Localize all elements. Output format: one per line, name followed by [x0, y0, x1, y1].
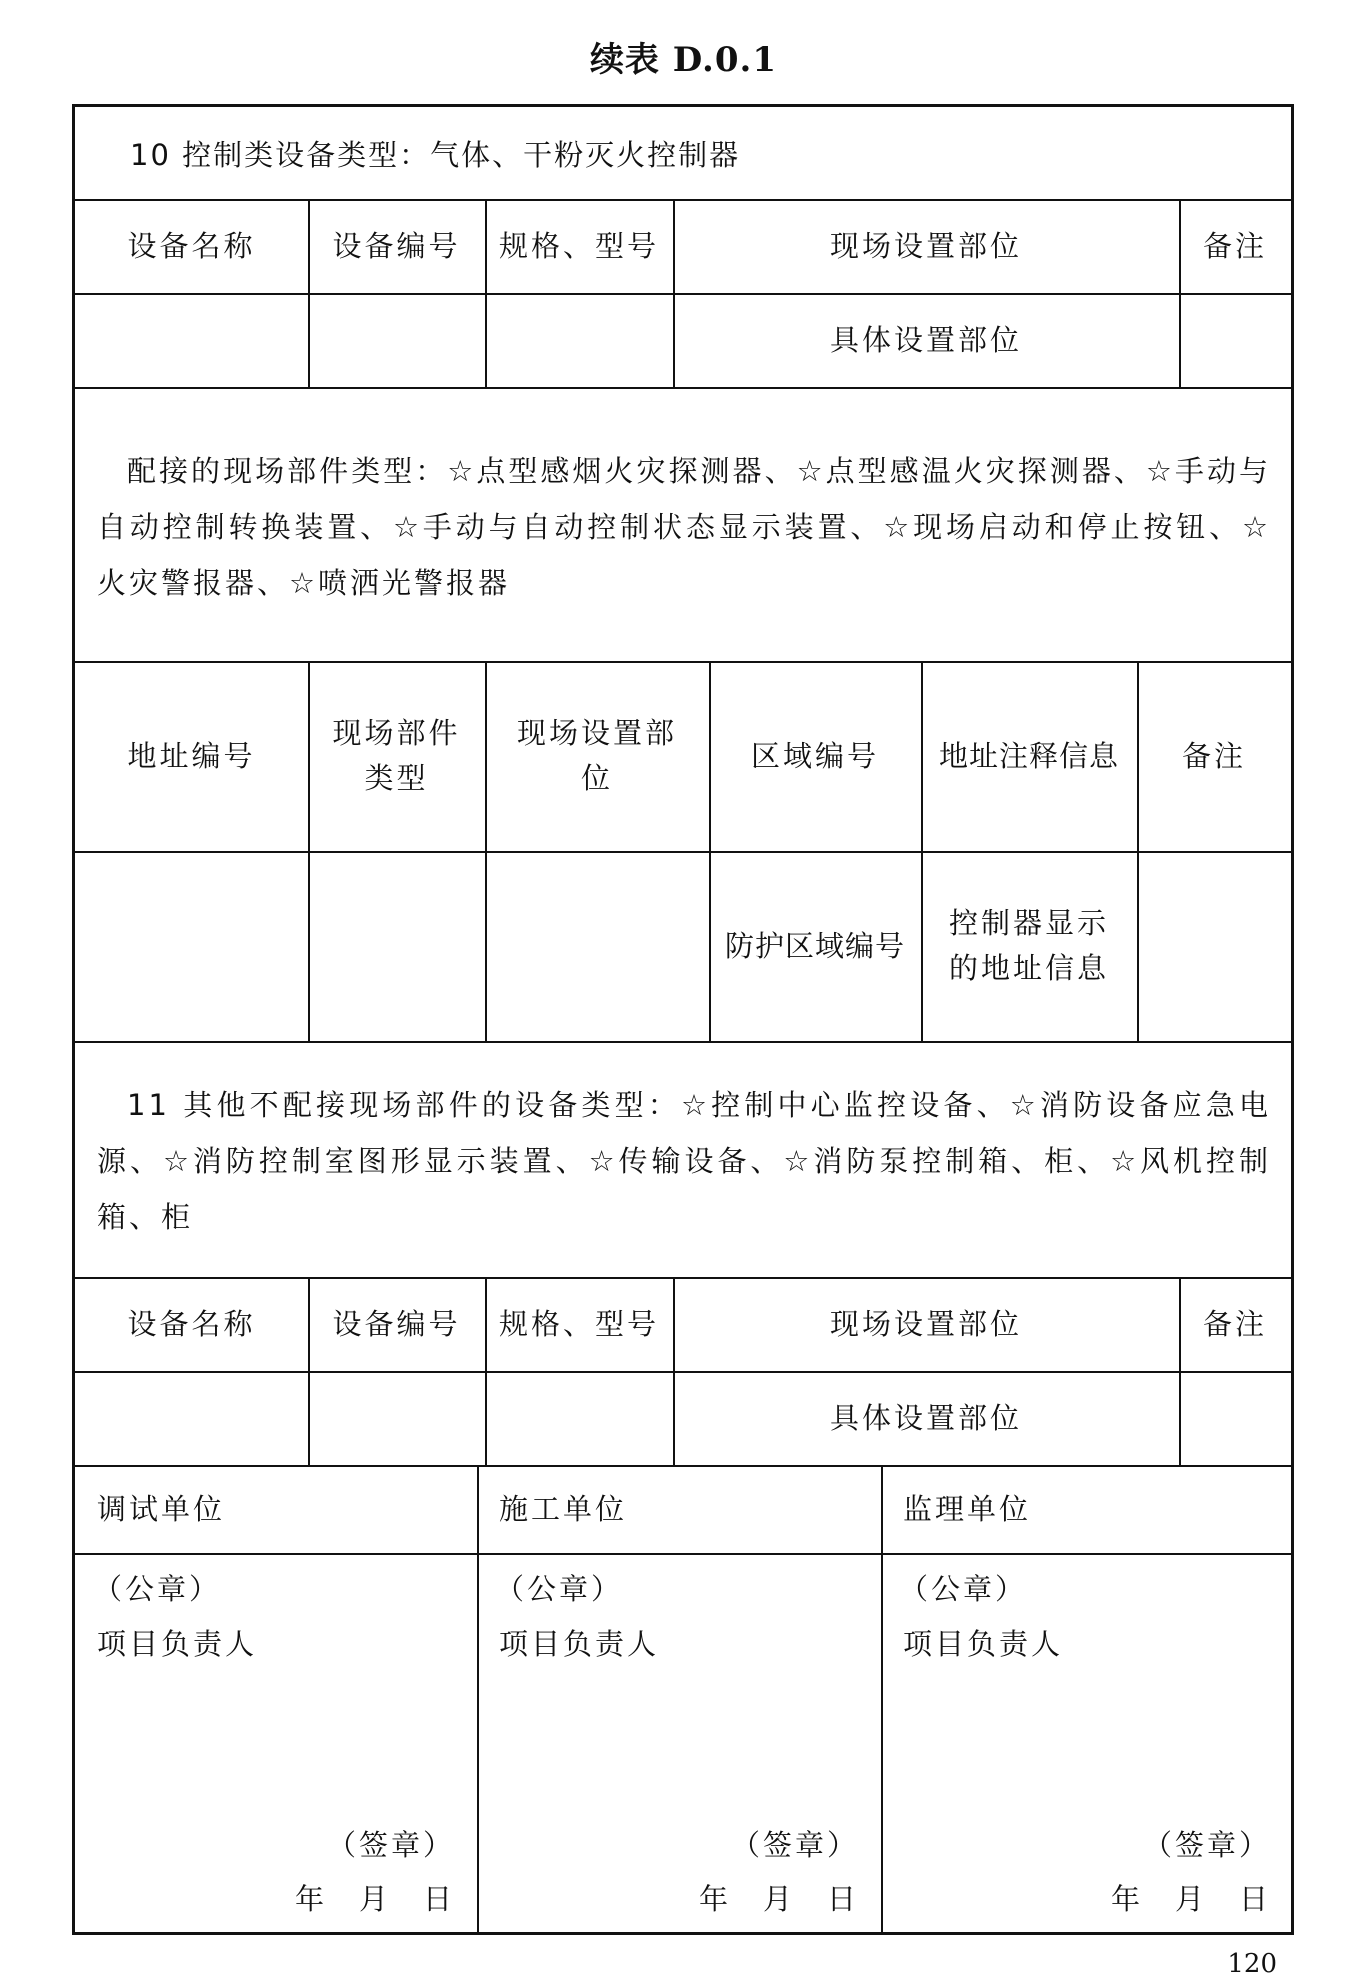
sig-unit-debug: 调试单位	[97, 1492, 226, 1526]
header-component-remark: 备注	[1181, 738, 1246, 773]
header-device-name: 设备名称	[127, 228, 256, 263]
divider	[75, 1465, 1291, 1467]
page-number: 120	[1227, 1949, 1277, 1979]
sig-seal-debug: （公章）	[93, 1572, 222, 1606]
s11-header-remark: 备注	[1202, 1306, 1267, 1341]
s11-header-site-location: 现场设置部位	[829, 1306, 1022, 1341]
sig-date-construction: 年 月 日	[698, 1882, 859, 1916]
sig-person-construction: 项目负责人	[499, 1627, 660, 1661]
s11-header-specific-location: 具体设置部位	[829, 1400, 1022, 1435]
divider	[75, 1041, 1291, 1043]
sig-seal-supervision: （公章）	[899, 1572, 1028, 1606]
header-component-location: 现场设置部位	[516, 716, 677, 795]
divider	[75, 1553, 1291, 1555]
header-address-code: 地址编号	[127, 738, 256, 773]
divider	[75, 387, 1291, 389]
sig-sign-construction: （签章）	[730, 1828, 859, 1862]
header-address-note: 地址注释信息	[938, 738, 1119, 773]
header-protection-zone-code: 防护区域编号	[724, 928, 905, 963]
sig-person-debug: 项目负责人	[97, 1627, 258, 1661]
section11-heading: 11 其他不配接现场部件的设备类型：☆控制中心监控设备、☆消防设备应急电源、☆消防控制室图形显示装置、☆传输设备、☆消防泵控制箱、柜、☆风机控制箱、柜	[97, 1088, 1271, 1234]
sig-sign-debug: （签章）	[326, 1828, 455, 1862]
inspection-form-table	[72, 104, 1294, 1935]
header-controller-address-info: 控制器显示的地址信息	[948, 906, 1109, 985]
sig-sign-supervision: （签章）	[1142, 1828, 1271, 1862]
s11-header-model: 规格、型号	[498, 1306, 659, 1341]
sig-unit-supervision: 监理单位	[903, 1492, 1032, 1526]
sig-date-debug: 年 月 日	[294, 1882, 455, 1916]
header-component-type: 现场部件类型	[332, 716, 461, 795]
section10-heading: 10 控制类设备类型：气体、干粉灭火控制器	[130, 138, 741, 172]
sig-unit-construction: 施工单位	[499, 1492, 628, 1526]
header-remark: 备注	[1202, 228, 1267, 263]
sig-date-supervision: 年 月 日	[1110, 1882, 1271, 1916]
sig-seal-construction: （公章）	[495, 1572, 624, 1606]
header-specific-location: 具体设置部位	[829, 322, 1022, 357]
divider	[477, 1465, 479, 1935]
header-model: 规格、型号	[498, 228, 659, 263]
sig-person-supervision: 项目负责人	[903, 1627, 1064, 1661]
components-paragraph: 配接的现场部件类型：☆点型感烟火灾探测器、☆点型感温火灾探测器、☆手动与自动控制转换装置、☆手动与自动控制状态显示装置、☆现场启动和停止按钮、☆火灾警报器、☆喷洒光警报器	[97, 454, 1271, 600]
s11-header-device-name: 设备名称	[127, 1306, 256, 1341]
header-zone-code: 区域编号	[750, 738, 879, 773]
divider	[881, 1465, 883, 1935]
s11-header-device-code: 设备编号	[332, 1306, 461, 1341]
header-device-code: 设备编号	[332, 228, 461, 263]
header-site-location: 现场设置部位	[829, 228, 1022, 263]
page-title: 续表 D.0.1	[589, 40, 778, 80]
